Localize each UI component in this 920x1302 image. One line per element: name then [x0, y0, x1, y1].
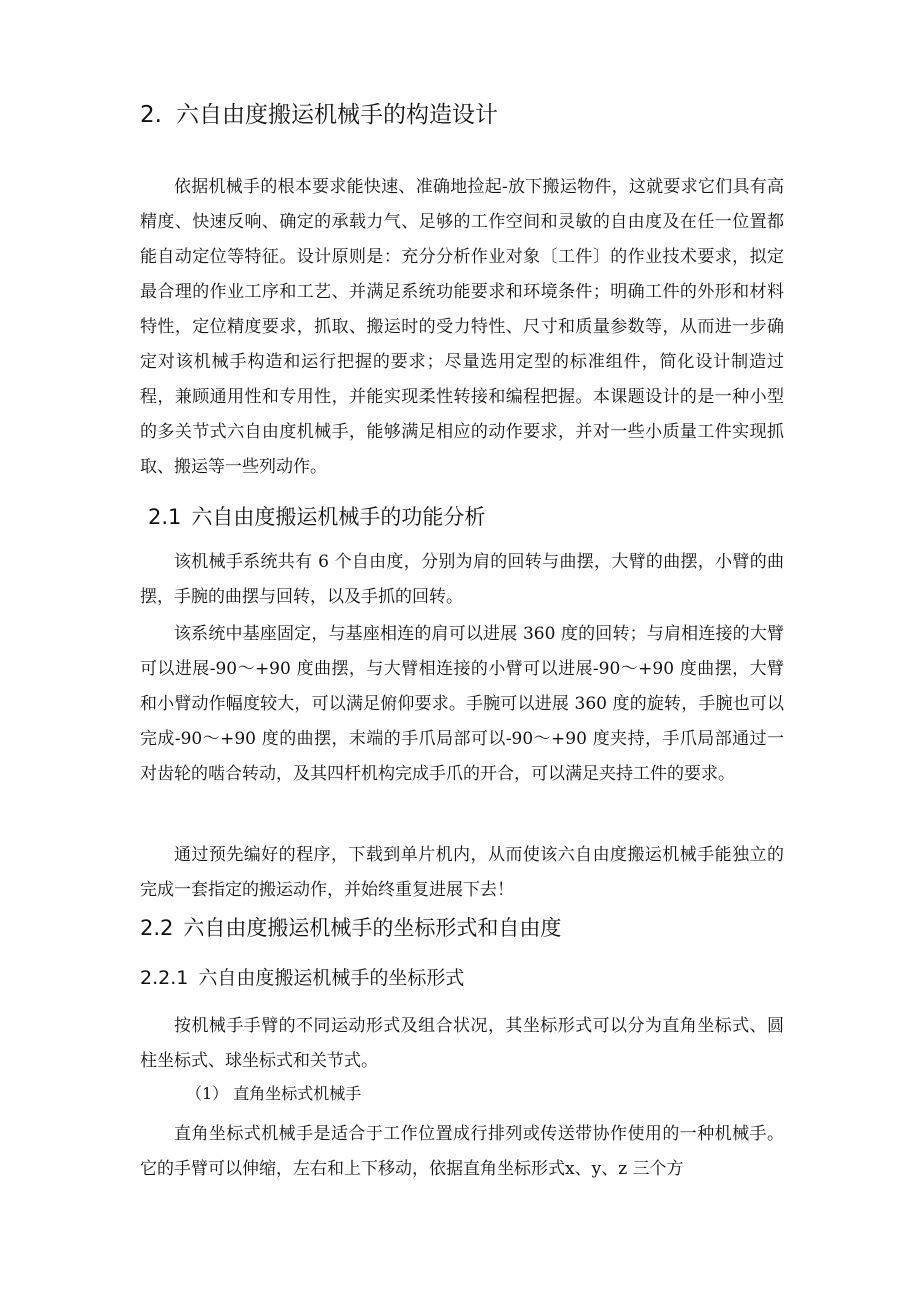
paragraph-coordinate-forms: 按机械手手臂的不同运动形式及组合状况，其坐标形式可以分为直角坐标式、圆柱坐标式、球坐标式和关节式。 [140, 1016, 784, 1071]
paragraph-program-control: 通过预先编好的程序，下载到单片机内，从而使该六自由度搬运机械手能独立的完成一套指定的搬运动作，并始终重复进展下去！ [140, 845, 784, 900]
paragraph-cartesian-description: 直角坐标式机械手是适合于工作位置成行排列或传送带协作使用的一种机械手。它的手臂可以伸缩，左右和上下移动，依据直角坐标形式x、y、z 三个方 [140, 1124, 784, 1179]
chapter-heading [140, 98, 498, 132]
section-number: 2.2 [140, 916, 174, 940]
section-number: 2.1 [148, 505, 182, 529]
chapter-title: 六自由度搬运机械手的构造设计 [175, 102, 498, 128]
section-heading-2-1 [148, 501, 485, 533]
subitem-cartesian: （1） 直角坐标式机械手 [186, 1084, 362, 1103]
subsection-title: 六自由度搬运机械手的坐标形式 [198, 967, 465, 989]
subsection-heading-2-2-1 [140, 963, 464, 993]
subsection-number: 2.2.1 [140, 967, 189, 989]
paragraph-joint-ranges: 该系统中基座固定，与基座相连的肩可以进展 360 度的回转；与肩相连接的大臂可以进展-90～+90 度曲摆，与大臂相连接的小臂可以进展-90～+90 度曲摆，大臂和小臂动作幅度较大，可以满足俯仰要求。手腕可以进展 360 度的旋转，手腕也可以完成-90～+90 度的曲摆，末端的手爪局部可以-90～+90 度夹持，手爪局部通过一对齿轮的啮合转动，及其四杆机构完成手爪的开合，可以满足夹持工件的要求。 [140, 624, 784, 784]
paragraph-design-principles: 依据机械手的根本要求能快速、准确地捡起-放下搬运物件，这就要求它们具有高精度、快速反响、确定的承载力气、足够的工作空间和灵敏的自由度及在任一位置都能自动定位等特征。设计原则是：充分分析作业对象〔工件〕的作业技术要求，拟定最合理的作业工序和工艺、并满足系统功能要求和环境条件；明确工件的外形和材料特性，定位精度要求，抓取、搬运时的受力特性、尺寸和质量参数等，从而进一步确定对该机械手构造和运行把握的要求；尽量选用定型的标准组件，简化设计制造过程，兼顾通用性和专用性，并能实现柔性转接和编程把握。本课题设计的是一种小型的多关节式六自由度机械手，能够满足相应的动作要求，并对一些小质量工件实现抓取、搬运等一些列动作。 [140, 177, 784, 477]
paragraph-degrees-of-freedom: 该机械手系统共有 6 个自由度，分别为肩的回转与曲摆，大臂的曲摆，小臂的曲摆，手腕的曲摆与回转，以及手抓的回转。 [140, 552, 784, 607]
section-title: 六自由度搬运机械手的功能分析 [191, 505, 486, 529]
section-title: 六自由度搬运机械手的坐标形式和自由度 [183, 916, 562, 940]
section-heading-2-2 [140, 912, 561, 944]
chapter-number: 2. [140, 102, 162, 128]
